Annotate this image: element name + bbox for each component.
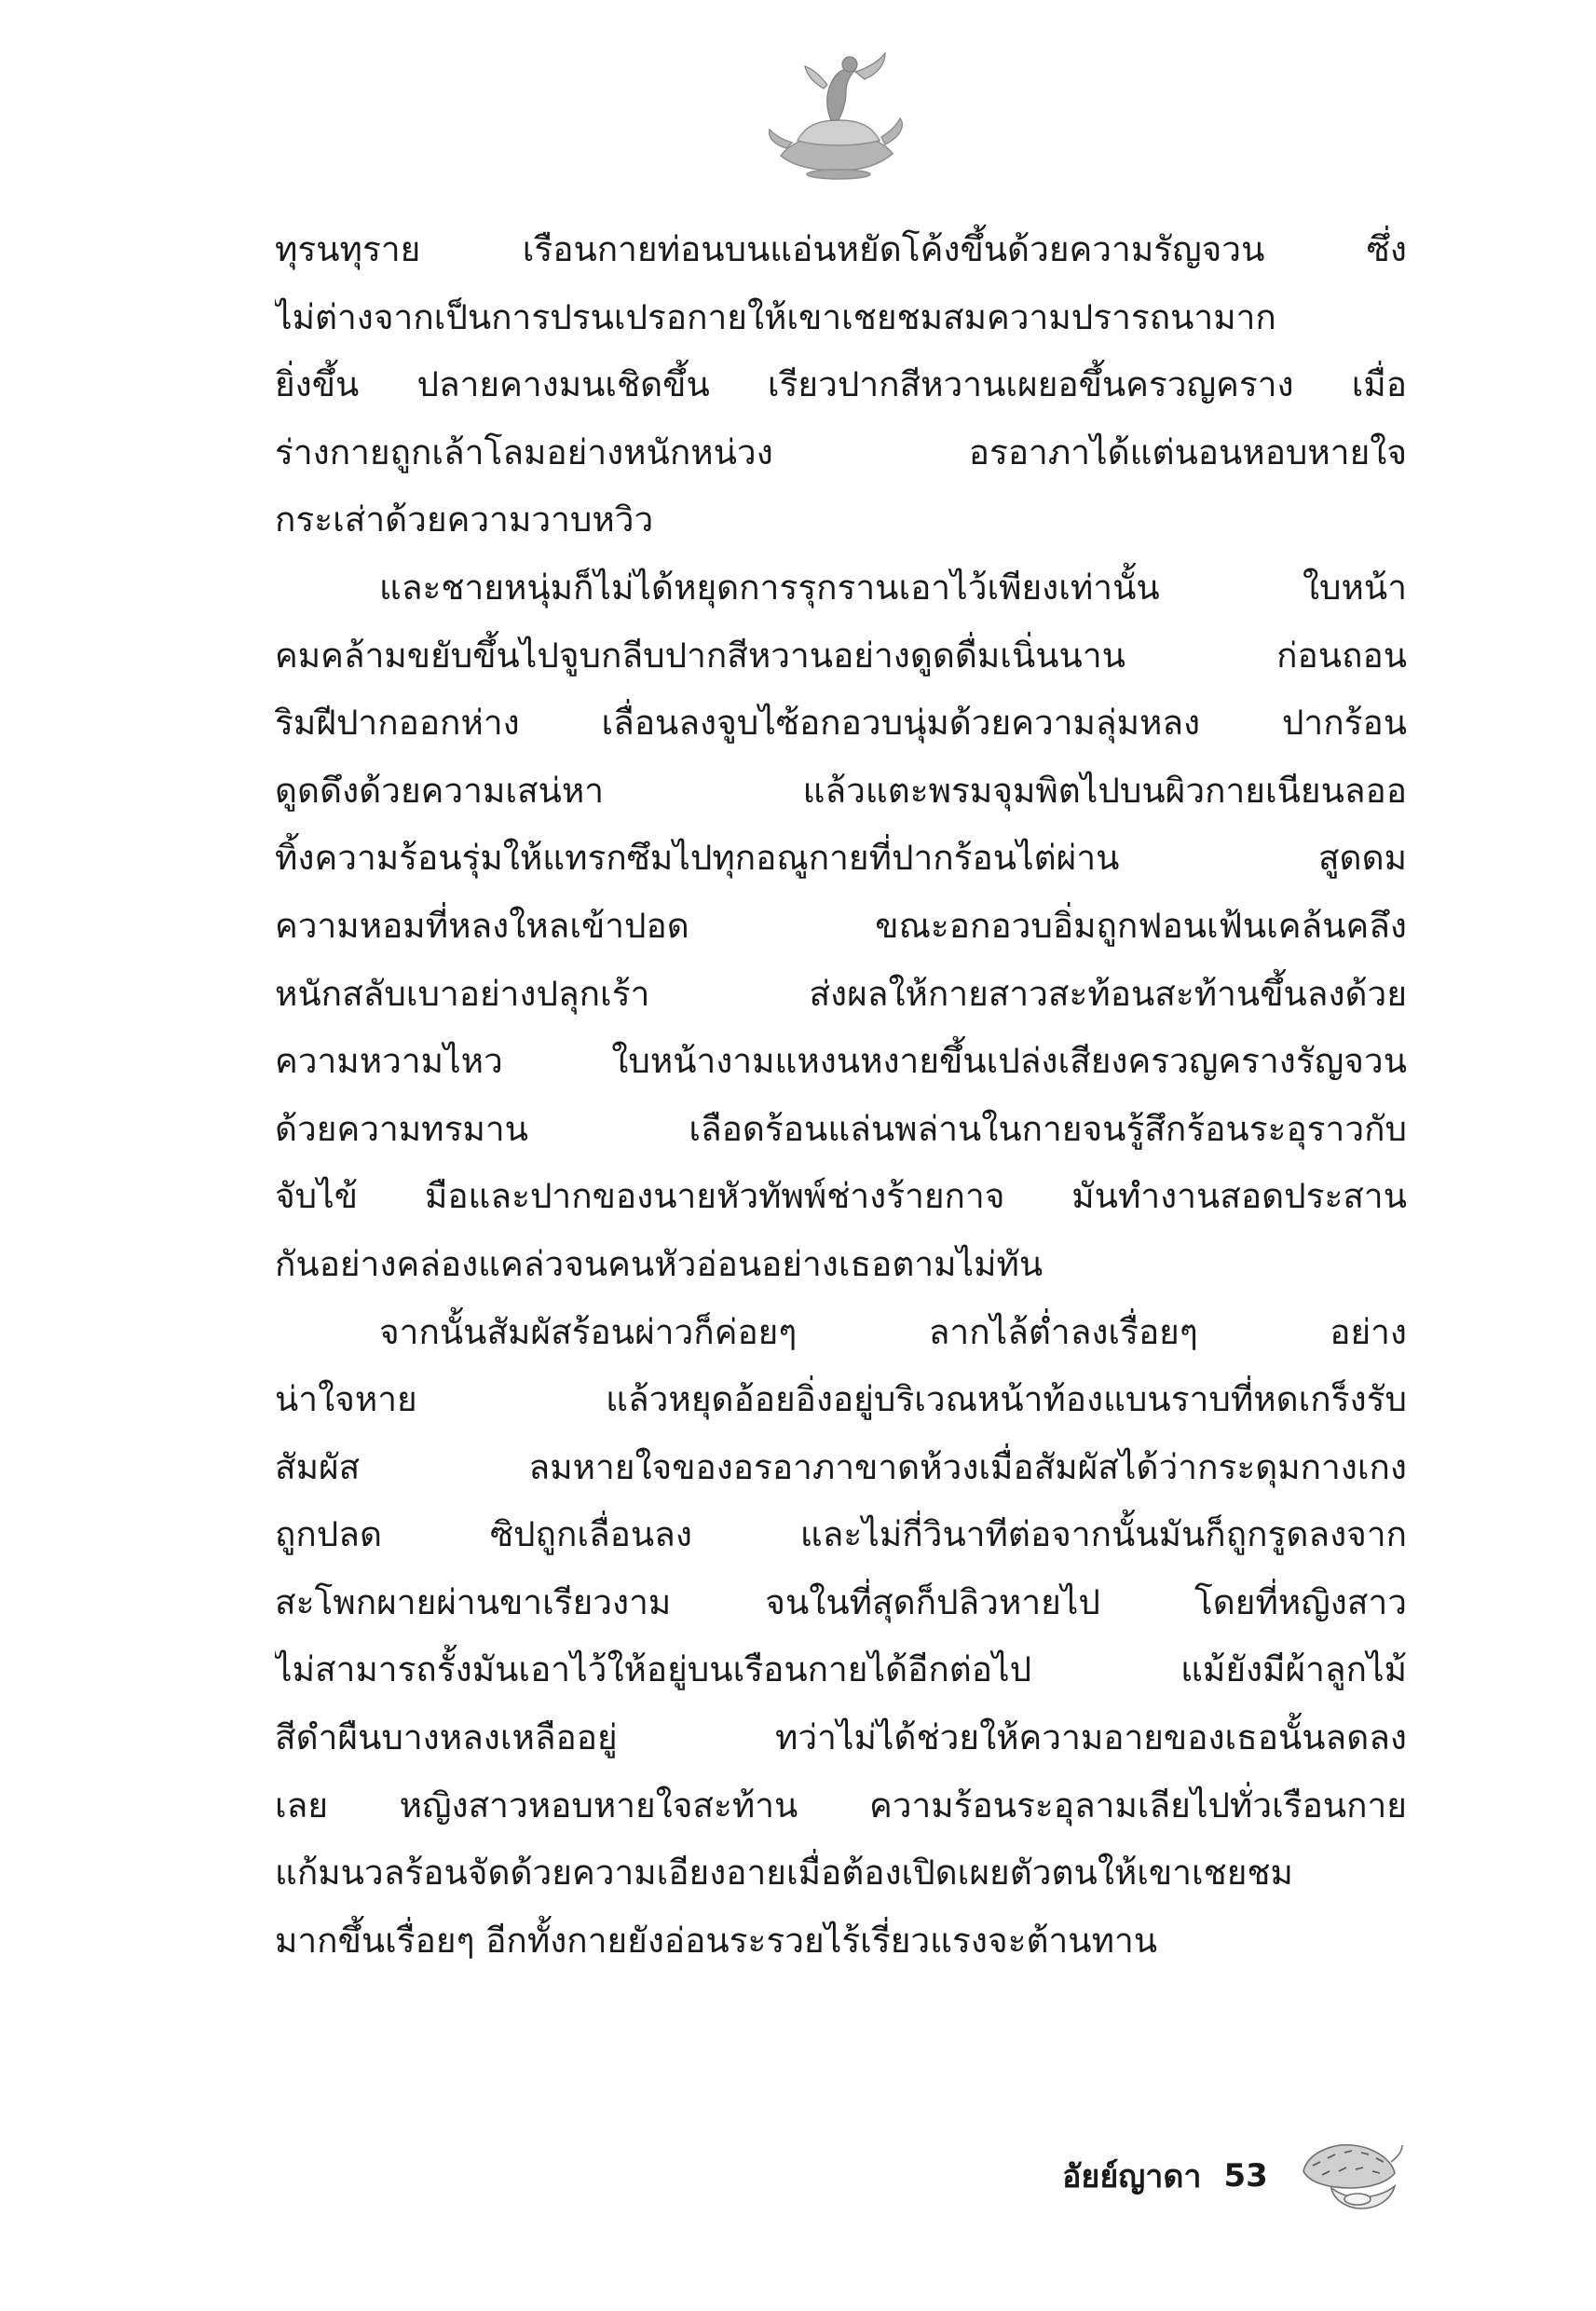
text-line: กันอย่างคล่องแคล่วจนคนหัวอ่อนอย่างเธอตามไม่ทัน bbox=[275, 1243, 1044, 1284]
teapot-ornament-icon bbox=[764, 51, 913, 182]
text-line: สีดำผืนบางหลงเหลืออยู่ ทว่าไม่ได้ช่วยให้ความอายของเธอนั้นลดลง bbox=[275, 1717, 1407, 1758]
text-line: สัมผัส ลมหายใจของอรอาภาขาดห้วงเมื่อสัมผัสได้ว่ากระดุมกางเกง bbox=[275, 1446, 1407, 1487]
page-footer bbox=[1062, 2143, 1406, 2208]
text-line: ดูดดึงด้วยความเสน่หา แล้วแตะพรมจุมพิตไปบนผิวกายเนียนลออ bbox=[275, 770, 1407, 811]
text-line: หนักสลับเบาอย่างปลุกเร้า ส่งผลให้กายสาวสะท้อนสะท้านขึ้นลงด้วย bbox=[275, 973, 1407, 1014]
text-line: ไม่ต่างจากเป็นการปรนเปรอกายให้เขาเชยชมสมความปรารถนามาก bbox=[275, 296, 1276, 337]
text-line: สะโพกผายผ่านขาเรียวงาม จนในที่สุดก็ปลิวหายไป โดยที่หญิงสาว bbox=[275, 1581, 1407, 1622]
author-name: อัยย์ญาดา bbox=[1062, 2158, 1202, 2195]
text-line: และชายหนุ่มก็ไม่ได้หยุดการรุกรานเอาไว้เพียงเท่านั้น ใบหน้า bbox=[379, 567, 1407, 608]
text-line: จับไข้ มือและปากของนายหัวทัพพ์ช่างร้ายกาจ มันทำงานสอดประสาน bbox=[275, 1176, 1407, 1217]
text-line: มากขึ้นเรื่อยๆ อีกทั้งกายยังอ่อนระรวยไร้เรี่ยวแรงจะต้านทาน bbox=[275, 1920, 1158, 1961]
text-line: คมคล้ามขยับขึ้นไปจูบกลีบปากสีหวานอย่างดูดดื่มเนิ่นนาน ก่อนถอน bbox=[275, 635, 1407, 676]
text-line: จากนั้นสัมผัสร้อนผ่าวก็ค่อยๆ ลากไล้ต่ำลงเรื่อยๆ อย่าง bbox=[379, 1311, 1407, 1352]
text-line: ทิ้งความร้อนรุ่มให้แทรกซึมไปทุกอณูกายที่ปากร้อนไต่ผ่าน สูดดม bbox=[275, 838, 1407, 879]
text-line: ร่างกายถูกเล้าโลมอย่างหนักหน่วง อรอาภาได้แต่นอนหอบหายใจ bbox=[275, 431, 1407, 472]
text-line: ยิ่งขึ้น ปลายคางมนเชิดขึ้น เรียวปากสีหวานเผยอขึ้นครวญคราง เมื่อ bbox=[275, 364, 1407, 405]
text-line: ความหอมที่หลงใหลเข้าปอด ขณะอกอวบอิ่มถูกฟอนเฟ้นเคล้นคลึง bbox=[275, 905, 1407, 946]
text-line: เลย หญิงสาวหอบหายใจสะท้าน ความร้อนระอุลามเลียไปทั่วเรือนกาย bbox=[275, 1785, 1407, 1826]
text-line: น่าใจหาย แล้วหยุดอ้อยอิ่งอยู่บริเวณหน้าท้องแบนราบที่หดเกร็งรับ bbox=[275, 1379, 1407, 1420]
text-line: ด้วยความทรมาน เลือดร้อนแล่นพล่านในกายจนรู้สึกร้อนระอุราวกับ bbox=[275, 1108, 1407, 1149]
text-line: ทุรนทุราย เรือนกายท่อนบนแอ่นหยัดโค้งขึ้นด้วยความรัญจวน ซึ่ง bbox=[275, 229, 1407, 269]
page-number: 53 bbox=[1223, 2157, 1268, 2195]
text-line: ความหวามไหว ใบหน้างามแหงนหงายขึ้นเปล่งเสียงครวญครางรัญจวน bbox=[275, 1041, 1407, 1082]
durian-icon bbox=[1294, 2134, 1406, 2218]
text-line: กระเส่าด้วยความวาบหวิว bbox=[275, 499, 654, 540]
text-line: ไม่สามารถรั้งมันเอาไว้ให้อยู่บนเรือนกายได้อีกต่อไป แม้ยังมีผ้าลูกไม้ bbox=[275, 1649, 1407, 1690]
body-text bbox=[275, 216, 1407, 1975]
text-line: แก้มนวลร้อนจัดด้วยความเอียงอายเมื่อต้องเปิดเผยตัวตนให้เขาเชยชม bbox=[275, 1853, 1293, 1894]
text-line: ถูกปลด ซิปถูกเลื่อนลง และไม่กี่วินาทีต่อจากนั้นมันก็ถูกรูดลงจาก bbox=[275, 1514, 1407, 1555]
text-line: ริมฝีปากออกห่าง เลื่อนลงจูบไซ้อกอวบนุ่มด้วยความลุ่มหลง ปากร้อน bbox=[275, 703, 1407, 744]
